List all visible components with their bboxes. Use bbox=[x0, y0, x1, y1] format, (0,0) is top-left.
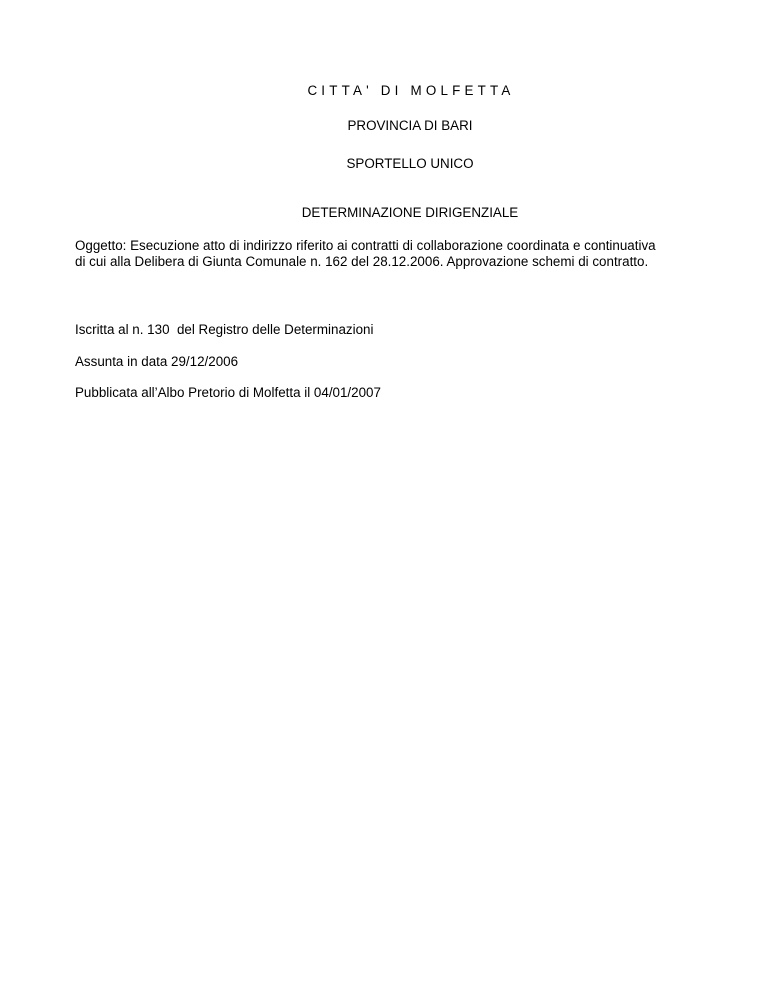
office-heading: SPORTELLO UNICO bbox=[346, 156, 474, 171]
city-heading: CITTA' DI MOLFETTA bbox=[307, 83, 515, 98]
publication-line: Pubblicata all’Albo Pretorio di Molfetta il 04/01/2007 bbox=[75, 385, 381, 400]
province-heading: PROVINCIA DI BARI bbox=[347, 118, 473, 133]
subject-block bbox=[75, 238, 715, 270]
assumed-date-line: Assunta in data 29/12/2006 bbox=[75, 354, 239, 369]
registration-line: Iscritta al n. 130 del Registro delle Determinazioni bbox=[75, 322, 374, 337]
document-type-heading: DETERMINAZIONE DIRIGENZIALE bbox=[301, 205, 519, 220]
subject-line-1: Oggetto: Esecuzione atto di indirizzo riferito ai contratti di collaborazione coordinata e continuativa bbox=[75, 238, 656, 253]
subject-line-2: di cui alla Delibera di Giunta Comunale n. 162 del 28.12.2006. Approvazione schemi di contratto. bbox=[75, 254, 649, 269]
